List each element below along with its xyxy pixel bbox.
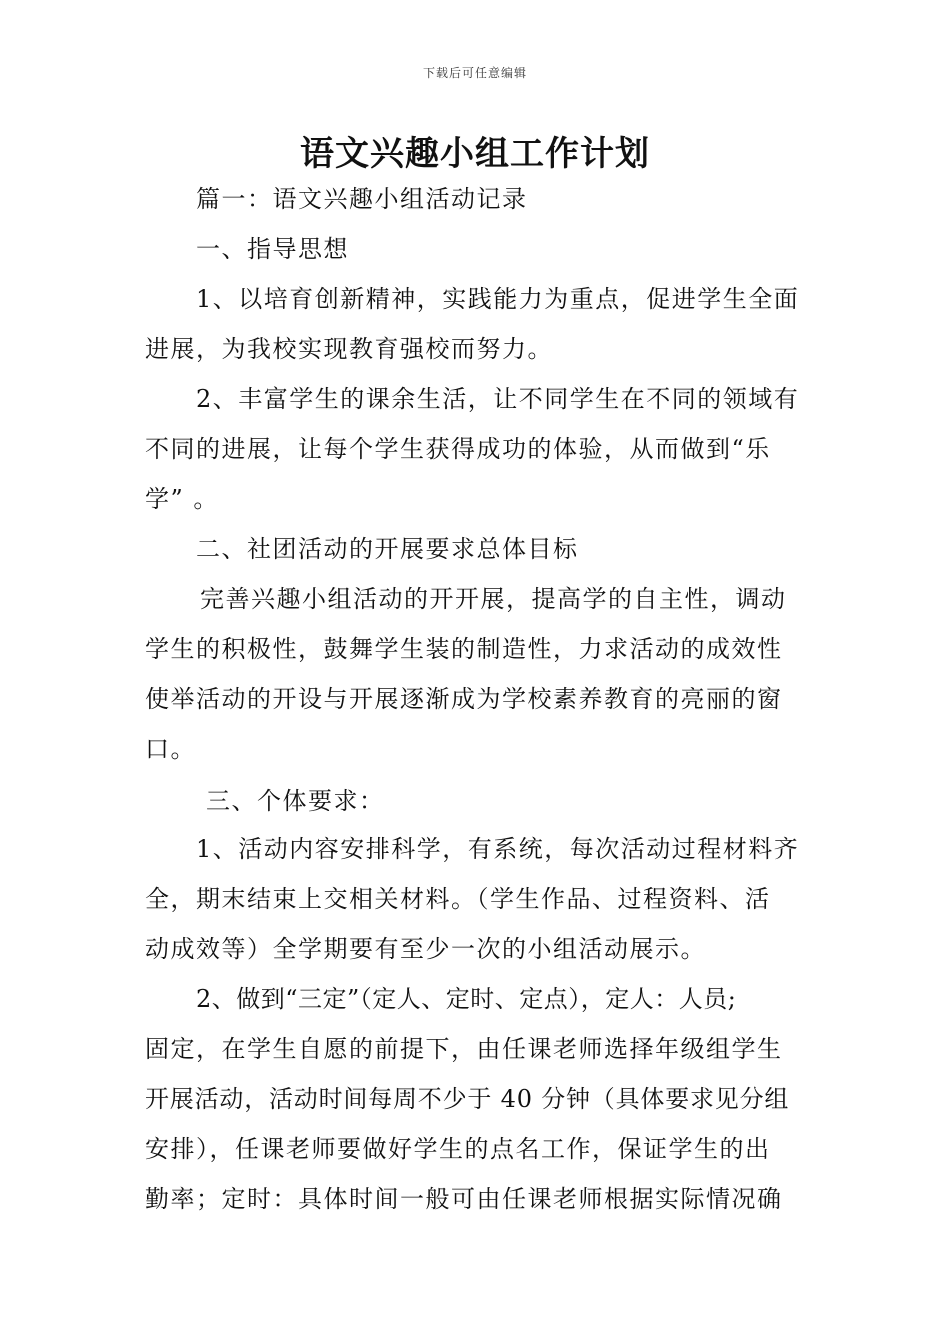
paragraph-line: 动成效等）全学期要有至少一次的小组活动展示。 xyxy=(145,935,706,963)
paragraph-line: 2、丰富学生的课余生活，让不同学生在不同的领域有 xyxy=(196,385,800,413)
section-heading: 三、个体要求： xyxy=(206,787,385,815)
paragraph-line: 全，期末结束上交相关材料。（学生作品、过程资料、活 xyxy=(145,885,771,913)
paragraph-line: 2、做到“三定”（定人、定时、定点），定人：人员; xyxy=(196,985,737,1013)
section-heading: 一、指导思想 xyxy=(196,235,349,263)
paragraph-line: 开展活动，活动时间每周不少于 40 分钟（具体要求见分组 xyxy=(145,1085,790,1113)
paragraph-line: 不同的进展，让每个学生获得成功的体验，从而做到“乐 xyxy=(145,435,771,463)
paragraph-line: 进展，为我校实现教育强校而努力。 xyxy=(145,335,553,363)
section-heading: 二、社团活动的开展要求总体目标 xyxy=(196,535,579,563)
paragraph-line: 使举活动的开设与开展逐渐成为学校素养教育的亮丽的窗 xyxy=(145,685,783,713)
paragraph-line: 勤率；定时：具体时间一般可由任课老师根据实际情况确 xyxy=(145,1185,783,1213)
document-title: 语文兴趣小组工作计划 xyxy=(300,134,650,174)
paragraph-line: 完善兴趣小组活动的开开展，提高学的自主性，调动 xyxy=(200,585,787,613)
paragraph-line: 口。 xyxy=(145,735,196,763)
paragraph-line: 1、以培育创新精神，实践能力为重点，促进学生全面 xyxy=(196,285,800,313)
section-heading: 篇一：语文兴趣小组活动记录 xyxy=(196,185,528,213)
paragraph-line: 1、活动内容安排科学，有系统，每次活动过程材料齐 xyxy=(196,835,800,863)
paragraph-line: 固定，在学生自愿的前提下，由任课老师选择年级组学生 xyxy=(145,1035,783,1063)
page-header-note: 下载后可任意编辑 xyxy=(422,66,527,80)
paragraph-line: 学生的积极性，鼓舞学生装的制造性，力求活动的成效性 xyxy=(145,635,783,663)
paragraph-line: 安排），任课老师要做好学生的点名工作，保证学生的出 xyxy=(145,1135,771,1163)
paragraph-line: 学” 。 xyxy=(145,485,219,513)
